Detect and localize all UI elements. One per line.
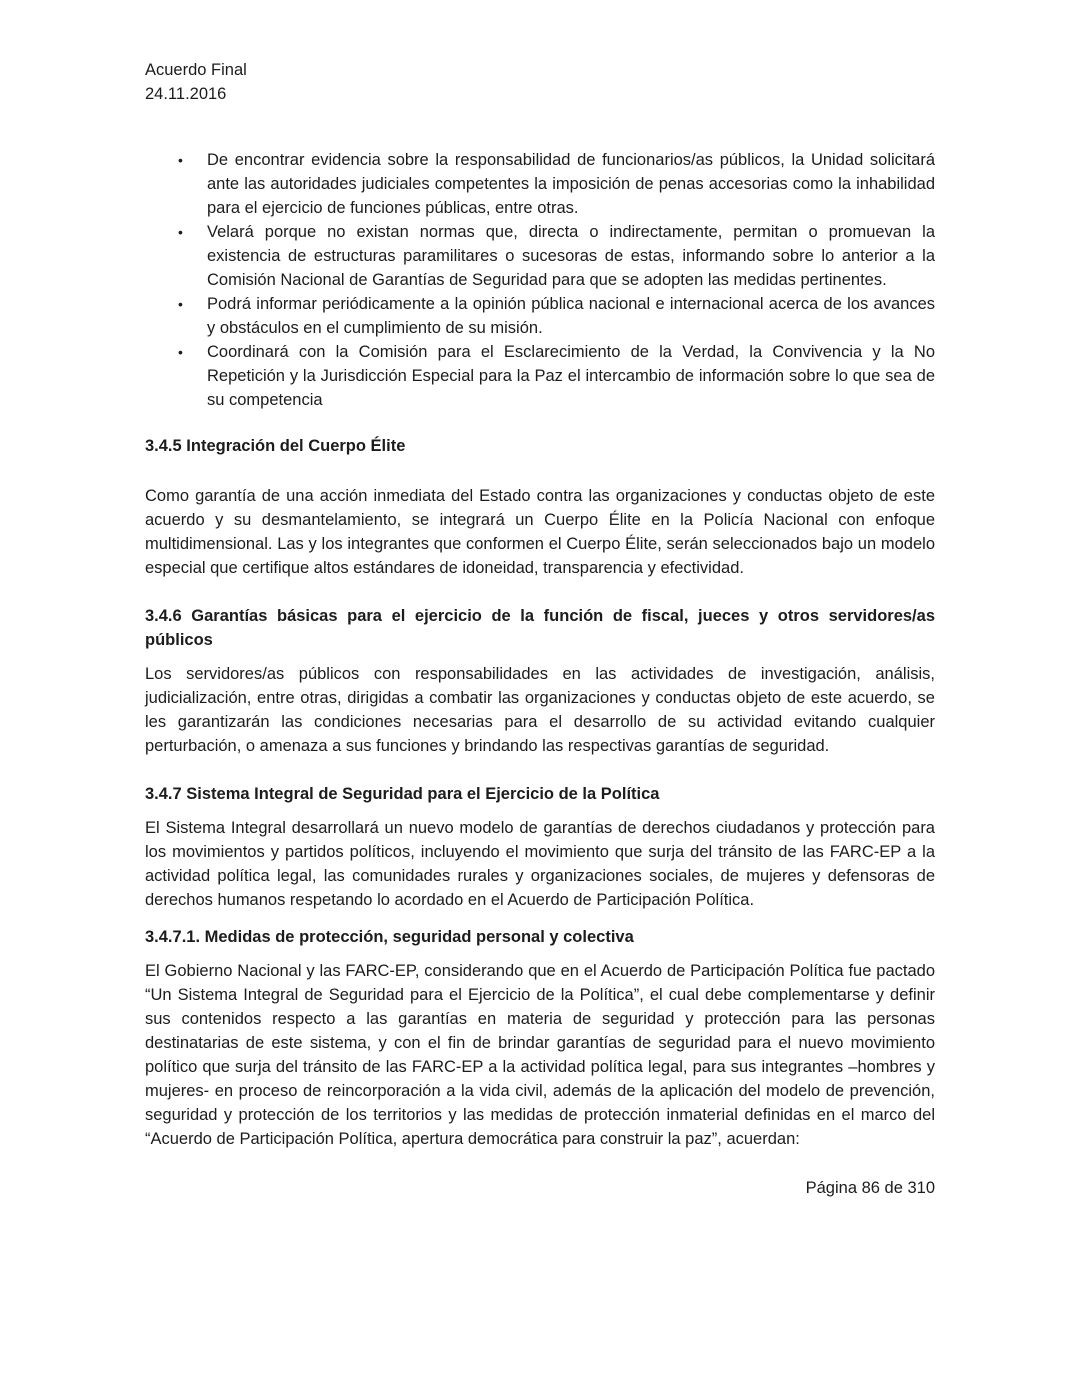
bullet-item-text: Velará porque no existan normas que, directa o indirectamente, permitan o promuevan la existencia de estructuras paramilitares o sucesoras de estas, informando sobre lo anterior a la Comisión Nacional de Garantías de Seguridad para que se adopten las medidas pertinentes. (207, 223, 935, 289)
bullet-item-text: De encontrar evidencia sobre la responsabilidad de funcionarios/as públicos, la Unidad solicitará ante las autoridades judiciales competentes la imposición de penas accesorias como la inhabilidad para el ejercicio de funciones públicas, entre otras. (207, 151, 935, 217)
bullet-icon: • (178, 296, 183, 312)
section-heading-3-4-5: 3.4.5 Integración del Cuerpo Élite (145, 437, 406, 455)
document-header (145, 58, 935, 106)
document-title: Acuerdo Final (145, 61, 247, 79)
bullet-icon: • (178, 344, 183, 360)
section-paragraph-3-4-7-1: El Gobierno Nacional y las FARC-EP, considerando que en el Acuerdo de Participación Política fue pactado “Un Sistema Integral de Seguridad para el Ejercicio de la Política”, el cual debe complementarse y definir sus contenidos respecto a las garantías en materia de seguridad y protección para las personas destinatarias de este sistema, y con el fin de brindar garantías de seguridad para el nuevo movimiento político que surja del tránsito de las FARC-EP a la actividad política legal, para sus integrantes –hombres y mujeres- en proceso de reincorporación a la vida civil, además de la aplicación del modelo de prevención, seguridad y protección de los territorios y las medidas de protección inmaterial definidas en el marco del “Acuerdo de Participación Política, apertura democrática para construir la paz”, acuerdan: (145, 962, 935, 1148)
bullet-item-text: Podrá informar periódicamente a la opinión pública nacional e internacional acerca de los avances y obstáculos en el cumplimiento de su misión. (207, 295, 935, 337)
bullet-item (145, 340, 935, 412)
section-paragraph-3-4-6: Los servidores/as públicos con responsabilidades en las actividades de investigación, análisis, judicialización, entre otras, dirigidas a combatir las organizaciones y conductas objeto de este acuerdo, se les garantizarán las condiciones necesarias para el desarrollo de su actividad evitando cualquier perturbación, o amenaza a sus funciones y brindando las respectivas garantías de seguridad. (145, 665, 935, 755)
bullet-item (145, 148, 935, 220)
section-paragraph-3-4-5: Como garantía de una acción inmediata del Estado contra las organizaciones y conductas objeto de este acuerdo y su desmantelamiento, se integrará un Cuerpo Élite en la Policía Nacional con enfoque multidimensional. Las y los integrantes que conformen el Cuerpo Élite, serán seleccionados bajo un modelo especial que certifique altos estándares de idoneidad, transparencia y efectividad. (145, 487, 935, 577)
bullet-item (145, 220, 935, 292)
bullet-icon: • (178, 152, 183, 168)
section-heading-3-4-7: 3.4.7 Sistema Integral de Seguridad para el Ejercicio de la Política (145, 785, 660, 803)
section-heading-3-4-7-1: 3.4.7.1. Medidas de protección, seguridad personal y colectiva (145, 928, 634, 946)
bullet-item-text: Coordinará con la Comisión para el Esclarecimiento de la Verdad, la Convivencia y la No Repetición y la Jurisdicción Especial para la Paz el intercambio de información sobre lo que sea de su competencia (207, 343, 935, 409)
bullet-icon: • (178, 224, 183, 240)
section-paragraph-3-4-7: El Sistema Integral desarrollará un nuevo modelo de garantías de derechos ciudadanos y protección para los movimientos y partidos políticos, incluyendo el movimiento que surja del tránsito de las FARC-EP a la actividad política legal, las comunidades rurales y organizaciones sociales, de mujeres y defensoras de derechos humanos respetando lo acordado en el Acuerdo de Participación Política. (145, 819, 935, 909)
bullet-list (145, 148, 935, 412)
page-footer (145, 1176, 935, 1200)
section-heading-3-4-6: 3.4.6 Garantías básicas para el ejercicio de la función de fiscal, jueces y otros servidores/as públicos (145, 607, 935, 649)
bullet-item (145, 292, 935, 340)
document-date: 24.11.2016 (145, 85, 227, 103)
page-number: Página 86 de 310 (805, 1179, 935, 1197)
